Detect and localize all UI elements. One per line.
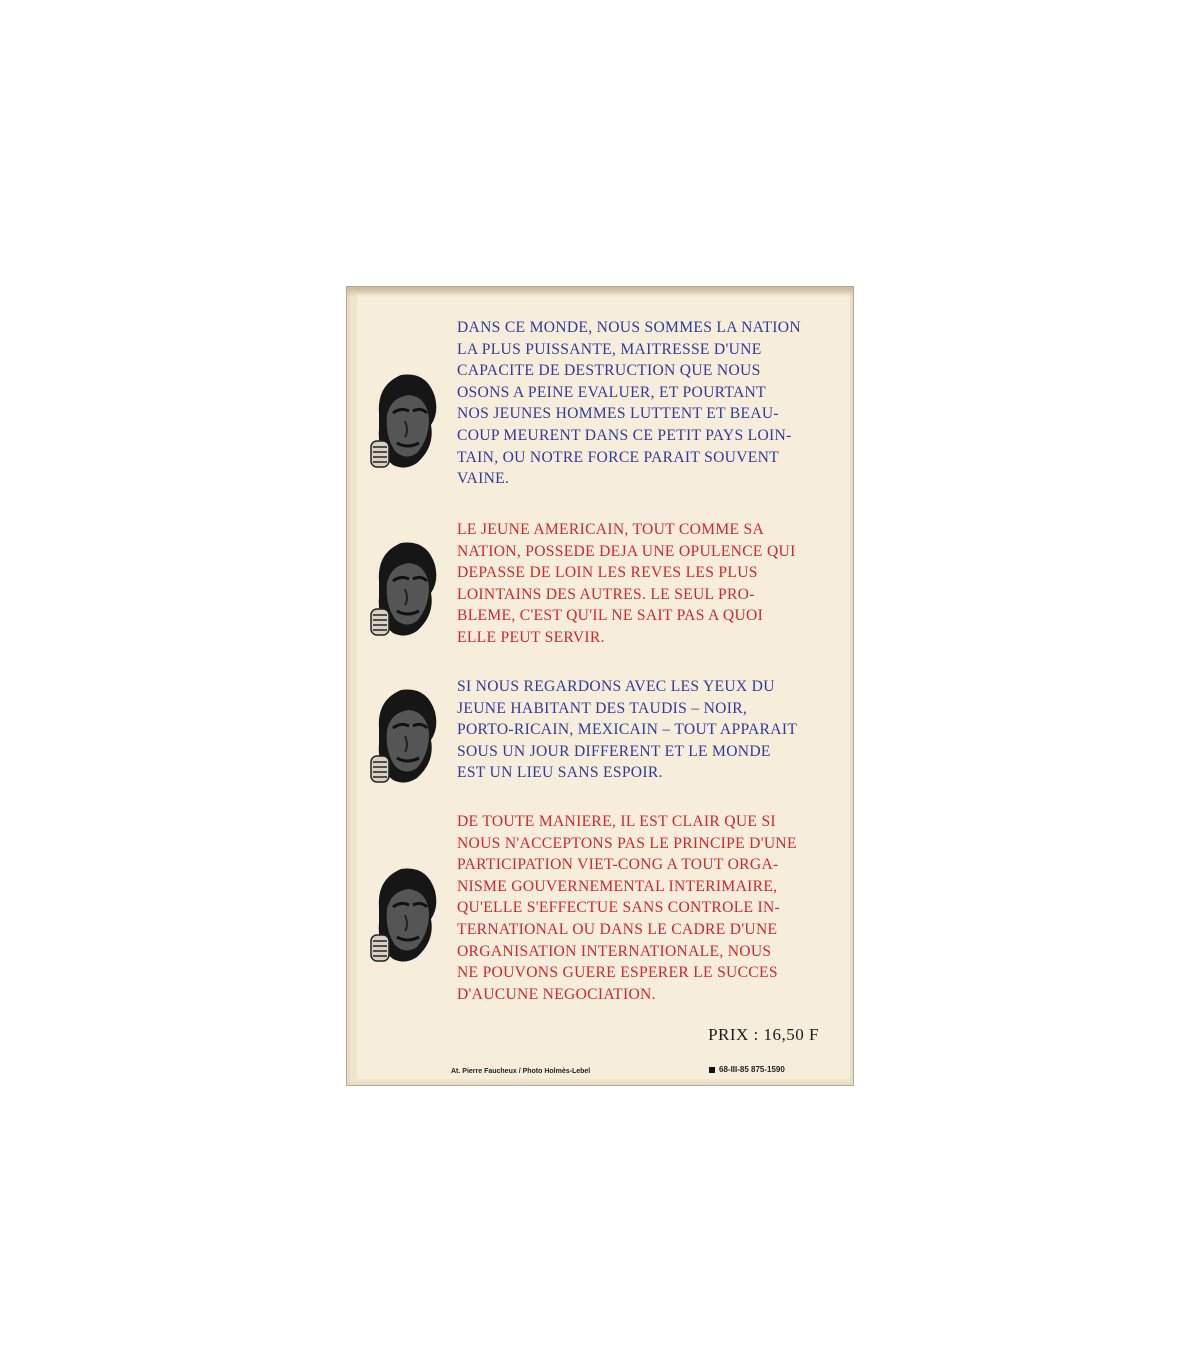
design-photo-credit: At. Pierre Faucheux / Photo Holmès-Lebel <box>451 1068 591 1075</box>
price-label: PRIX : 16,50 F <box>708 1025 819 1044</box>
speaker-portrait-icon <box>365 682 443 790</box>
quote-text-4: DE TOUTE MANIERE, IL EST CLAIR QUE SI NOUS N'ACCEPTONS PAS LE PRINCIPE D'UNE PARTICIPATION VIET-CONG A TOUT ORGA- NISME GOUVERNEMENTAL INTERIMAIRE, QU'ELLE S'EFFECTUE SANS CONTROLE IN- TERNATIONAL OU DANS LE CADRE D'UNE ORGANISATION INTERNATIONALE, NOUS NE POUVONS GUERE ESPERER LE SUCCES D'AUCUNE NEGOCIATION. <box>457 813 797 1003</box>
square-bullet-icon <box>709 1067 715 1073</box>
isbn-line <box>709 1065 785 1074</box>
speaker-portrait-icon <box>365 535 443 643</box>
quote-text-1: DANS CE MONDE, NOUS SOMMES LA NATION LA PLUS PUISSANTE, MAITRESSE D'UNE CAPACITE DE DESTRUCTION QUE NOUS OSONS A PEINE EVALUER, ET POURTANT NOS JEUNES HOMMES LUTTENT ET BEAU- COUP MEURENT DANS CE PETIT PAYS LOIN- TAIN, OU NOTRE FORCE PARAIT SOUVENT VAINE. <box>457 319 801 488</box>
quote-text-2: LE JEUNE AMERICAIN, TOUT COMME SA NATION, POSSEDE DEJA UNE OPULENCE QUI DEPASSE DE LOIN LES REVES LES PLUS LOINTAINS DES AUTRES. LE SEUL PRO- BLEME, C'EST QU'IL NE SAIT PAS A QUOI ELLE PEUT SERVIR. <box>457 521 796 646</box>
speaker-portrait-icon <box>365 861 443 969</box>
book-back-cover <box>346 286 854 1086</box>
quote-text-3: SI NOUS REGARDONS AVEC LES YEUX DU JEUNE HABITANT DES TAUDIS – NOIR, PORTO-RICAIN, MEXICAIN – TOUT APPARAIT SOUS UN JOUR DIFFERENT ET LE MONDE EST UN LIEU SANS ESPOIR. <box>457 678 798 782</box>
isbn-number: 68-III-85 875-1590 <box>719 1065 785 1074</box>
speaker-portrait-icon <box>365 367 443 475</box>
